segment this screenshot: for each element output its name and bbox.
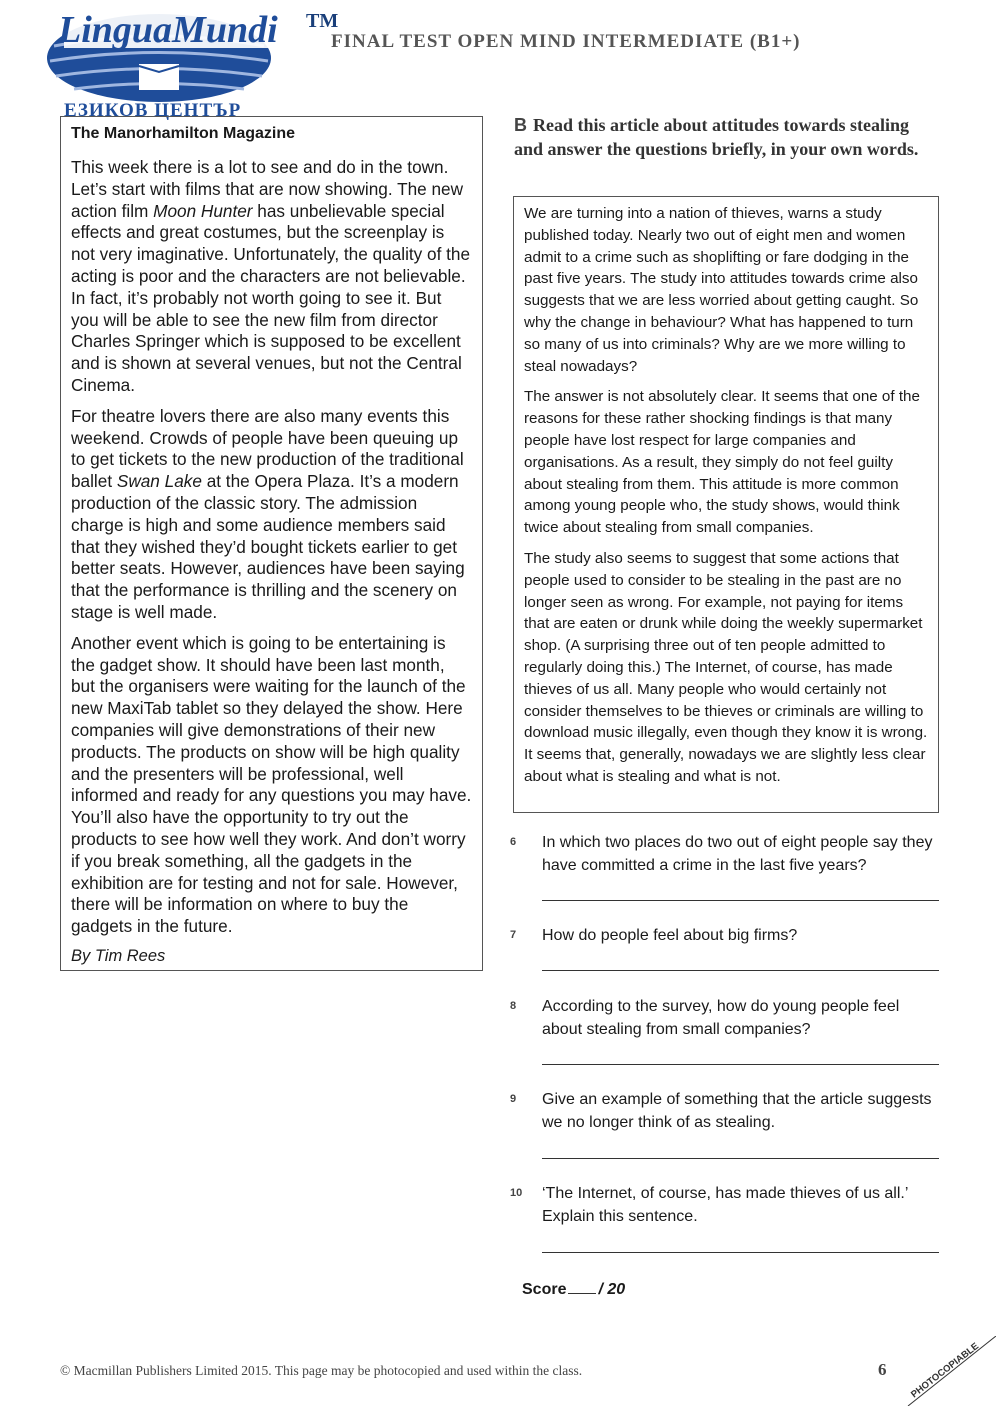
photocopiable-corner	[906, 1336, 996, 1406]
answer-line[interactable]	[542, 1158, 939, 1159]
question-text: In which two places do two out of eight people say they have committed a crime in the last five years?	[542, 834, 933, 874]
lingua-mundi-logo	[44, 6, 339, 121]
score-total: / 20	[598, 1281, 626, 1298]
article-paragraph: Another event which is going to be entertaining is the gadget show. It should have been last month, but the organisers were waiting for the launch of the new MaxiTab tablet so they delayed the show. Here companies will give demonstrations of their new products. The products on show will be high quality and the presenters will be professional, well informed and ready for any questions you may have. You’ll also have the opportunity to try out the products to see how well they work. And don’t worry if you break something, all the gadgets in the exhibition are for testing and not for sale. However, there will be information on where to buy the gadgets in the future.	[71, 632, 472, 937]
film-title: Moon Hunter	[153, 200, 253, 221]
question-text: According to the survey, how do young people feel about stealing from small companies?	[542, 998, 900, 1038]
page-title: FINAL TEST OPEN MIND INTERMEDIATE (B1+)	[331, 31, 801, 52]
question-number: 9	[510, 1093, 517, 1105]
score-blank[interactable]	[568, 1293, 596, 1294]
article-paragraph: We are turning into a nation of thieves, warns a study published today. Nearly two out of eight men and women admit to a crime such as shoplifting or fare dodging in the past five years. The study into attitudes towards crime also suggests that we are less worried about getting caught. So why the change in behaviour? What has happened to turn so many of us into criminals? Why are we more willing to steal nowadays?	[524, 205, 919, 375]
answer-line[interactable]	[542, 900, 939, 901]
question-number: 10	[510, 1187, 523, 1199]
article-paragraph: For theatre lovers there are also many events this weekend. Crowds of people have been queuing up to get tickets to the new production of the traditional ballet Swan Lake at the Opera Plaza. It’s a modern production of the classic story. The admission charge is high and some audience members said that they wished they’d bought tickets earlier to get better seats. However, audiences have been saying that the performance is thrilling and the scenery on stage is well made.	[71, 405, 465, 622]
score	[522, 1281, 625, 1299]
magazine-article-box	[60, 116, 483, 971]
answer-line[interactable]	[542, 1252, 939, 1253]
question-text: ‘The Internet, of course, has made thieves of us all.’ Explain this sentence.	[542, 1185, 908, 1225]
article-paragraph: This week there is a lot to see and do in the town. Let’s start with films that are now showing. The new action film Moon Hunter has unbelievable special effects and great costumes, but the screenplay is not very imaginative. Unfortunately, the quality of the acting is poor and the characters are not believable. In fact, it’s probably not worth going to see it. But you will be able to see the new film from director Charles Springer which is supposed to be excellent and is shown at several venues, but not the Central Cinema.	[71, 157, 471, 395]
answer-line[interactable]	[542, 1064, 939, 1065]
question-number: 7	[510, 929, 517, 941]
question-number: 6	[510, 836, 517, 848]
logo-text: LinguaMundi	[58, 9, 278, 51]
section-letter: B	[514, 115, 527, 135]
answer-line[interactable]	[542, 970, 939, 971]
ballet-title: Swan Lake	[116, 471, 202, 492]
stealing-article-box	[513, 196, 939, 813]
article-paragraph: The study also seems to suggest that some actions that people used to consider to be stealing in the past are no longer seen as wrong. For example, not paying for items that are eaten or drunk while doing the weekly supermarket shop. (A surprising three out of ten people admitted to regularly doing this.) The Internet, of course, has made thieves of us all. Many people who would certainly not consider themselves to be thieves or criminals are willing to download music illegally, even though they know it is wrong. It seems that, generally, nowadays we are slightly less clear about what is stealing and what is not.	[524, 549, 928, 785]
copyright-notice: © Macmillan Publishers Limited 2015. This page may be photocopied and used within the class.	[60, 1363, 583, 1378]
question-text: Give an example of something that the article suggests we no longer think of as stealing.	[542, 1091, 932, 1131]
page-number: 6	[878, 1360, 887, 1379]
byline: By Tim Rees	[71, 946, 166, 965]
question-number: 8	[510, 1000, 517, 1012]
magazine-title: The Manorhamilton Magazine	[71, 125, 296, 142]
logo-trademark: TM	[306, 10, 339, 32]
photocopiable-label: PHOTOCOPIABLE	[909, 1340, 982, 1401]
score-label: Score	[522, 1281, 567, 1298]
logo-subtitle: ЕЗИКОВ ЦЕНТЪР	[64, 100, 242, 121]
section-b-instruction: B Read this article about attitudes towards stealing and answer the questions briefly, in your own words.	[514, 115, 919, 159]
article-paragraph: The answer is not absolutely clear. It seems that one of the reasons for these rather shocking findings is that many people have lost respect for large companies and organisations. As a result, they simply do not feel guilty about stealing from them. This attitude is more common among young people who, the study shows, would think twice about stealing from small companies.	[524, 388, 920, 537]
question-text: How do people feel about big firms?	[542, 927, 798, 944]
